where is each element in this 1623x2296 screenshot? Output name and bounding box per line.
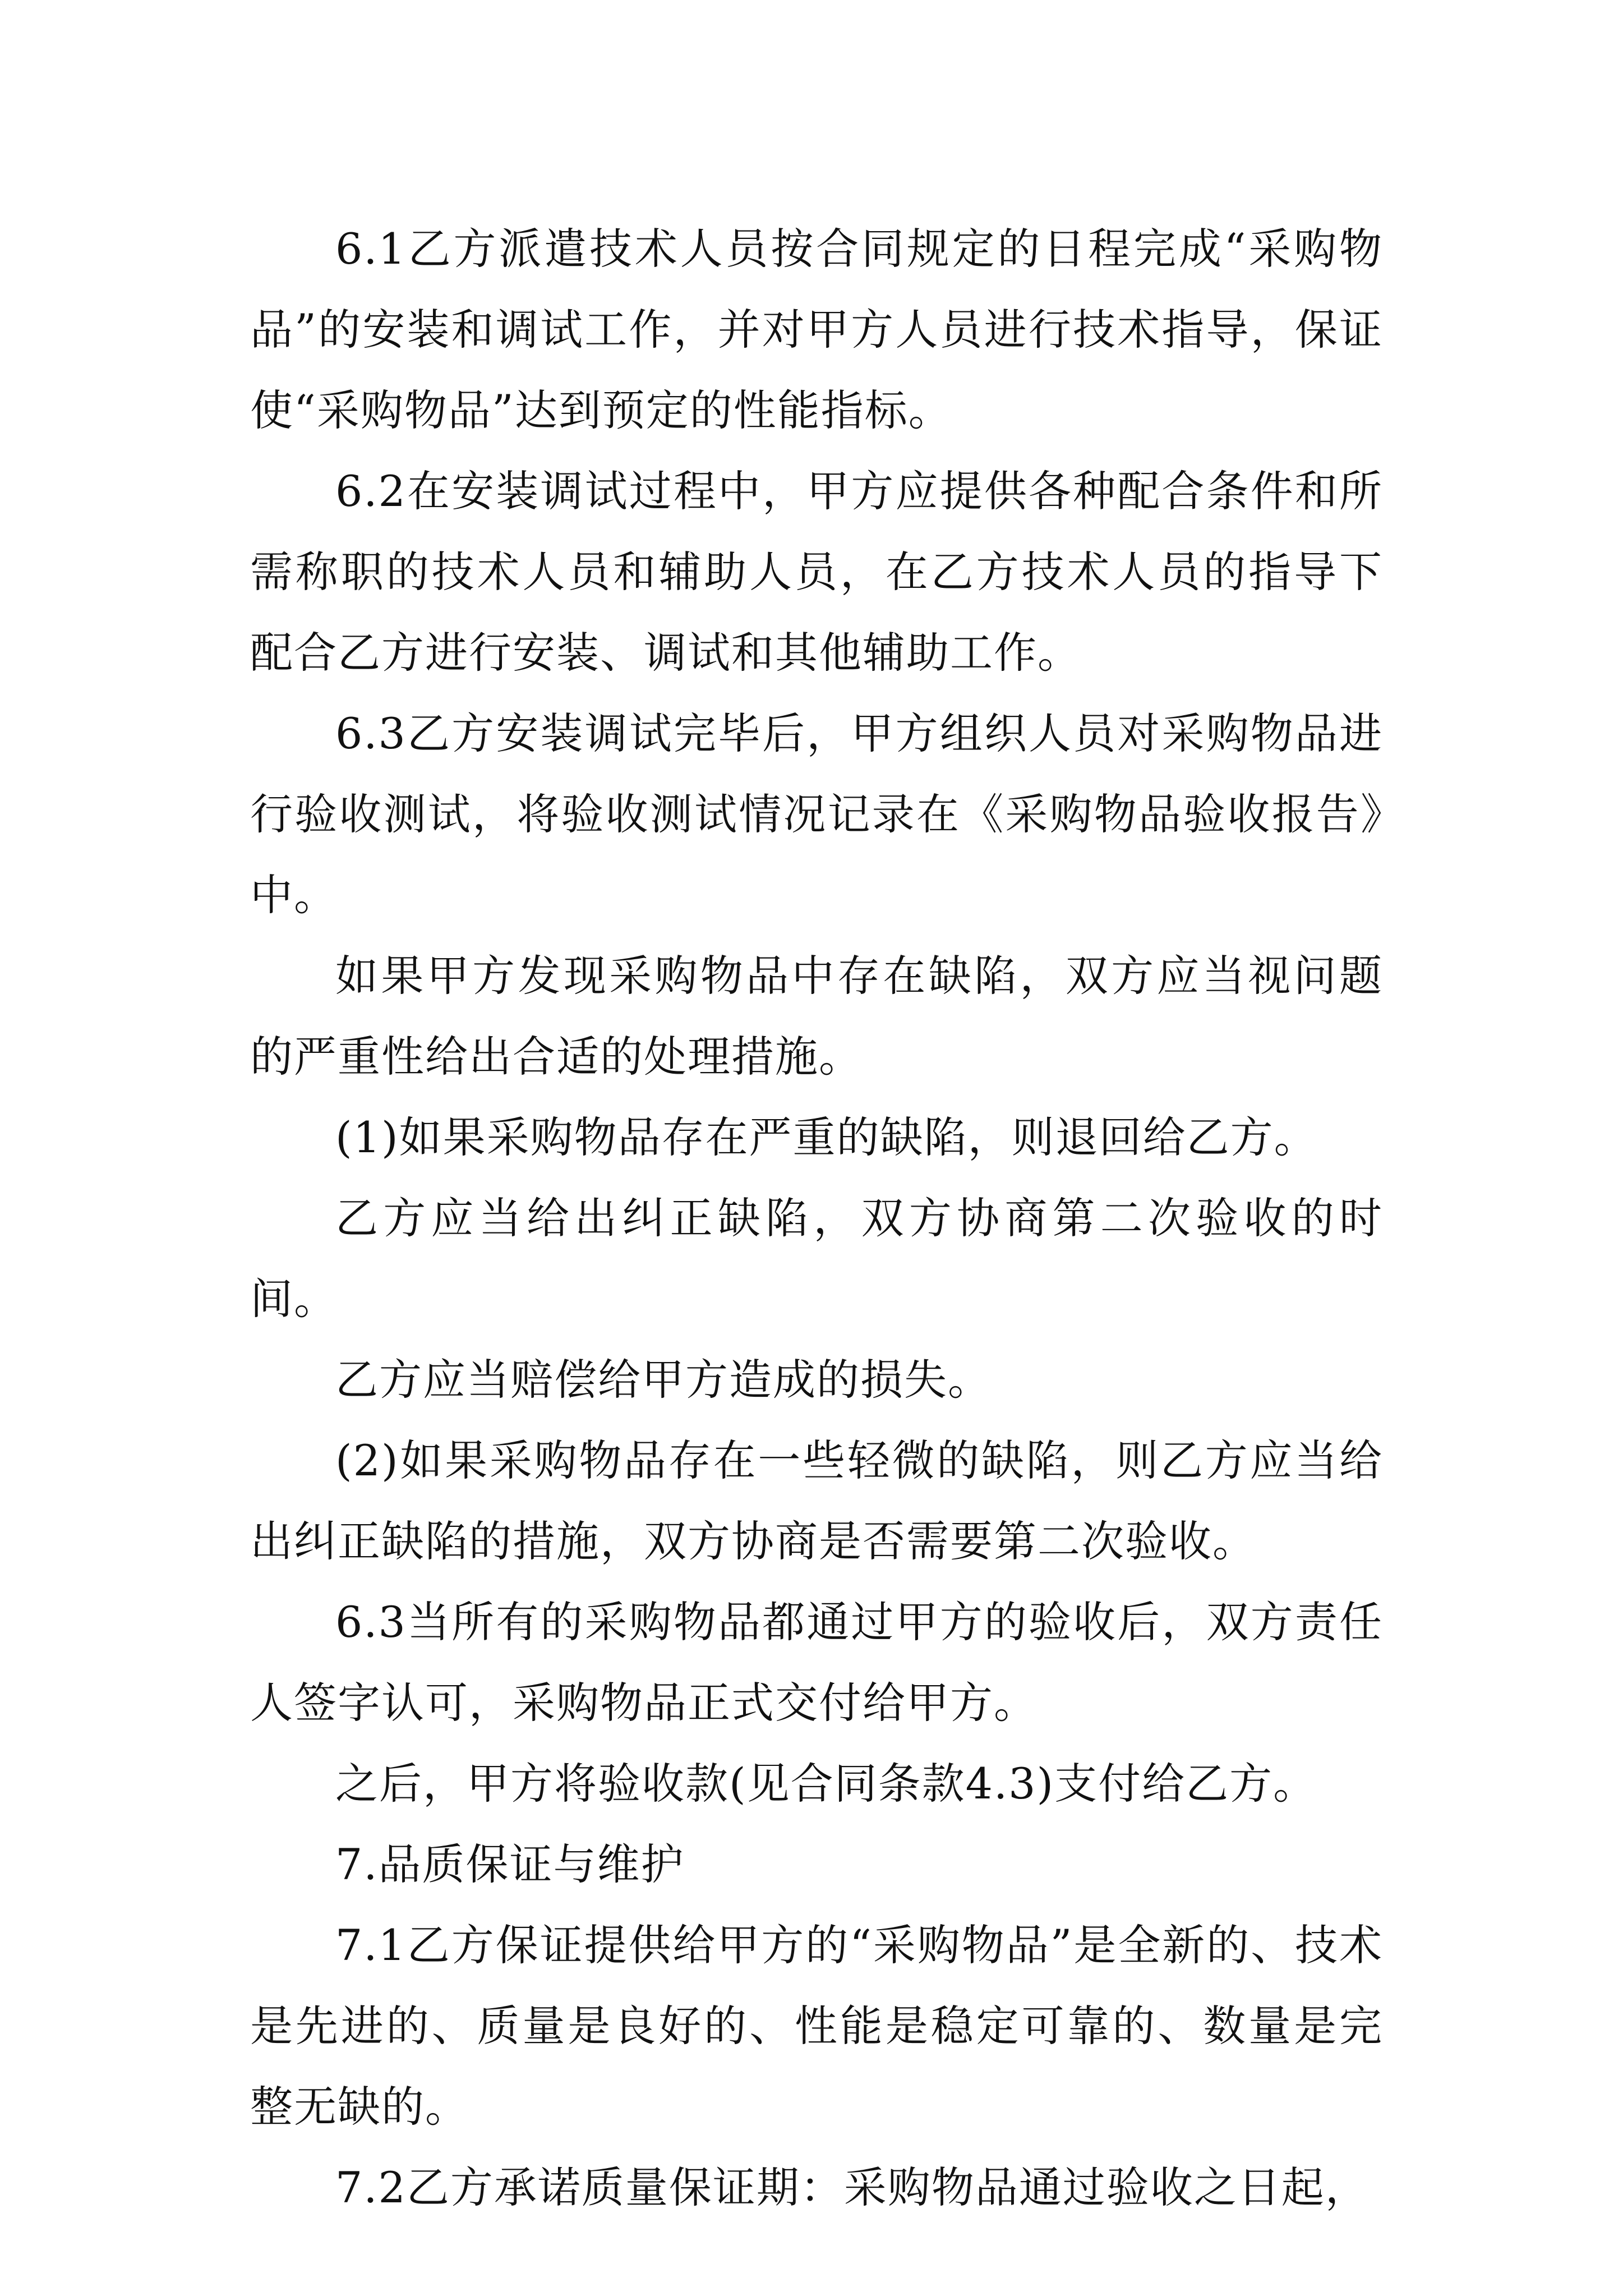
document-body: [250, 209, 1383, 2228]
paragraph-6-3-acceptance-test: 6.3乙方安装调试完毕后，甲方组织人员对采购物品进行验收测试，将验收测试情况记录在《采购物品验收报告》中。: [250, 708, 1383, 920]
paragraph-payment: 之后，甲方将验收款(见合同条款4.3)支付给乙方。: [335, 1759, 1317, 1809]
paragraph-7-2: 7.2乙方承诺质量保证期：采购物品通过验收之日起，: [335, 2162, 1369, 2212]
paragraph-defect-handling: 如果甲方发现采购物品中存在缺陷，双方应当视问题的严重性给出合适的处理措施。: [250, 951, 1383, 1082]
paragraph-minor-defect: (2)如果采购物品存在一些轻微的缺陷，则乙方应当给出纠正缺陷的措施，双方协商是否需要第二次验收。: [250, 1435, 1383, 1566]
paragraph-6-3-delivery: 6.3当所有的采购物品都通过甲方的验收后，双方责任人签字认可，采购物品正式交付给甲方。: [250, 1597, 1383, 1728]
paragraph-compensation: 乙方应当赔偿给甲方造成的损失。: [335, 1355, 992, 1405]
paragraph-6-1: 6.1乙方派遣技术人员按合同规定的日程完成“采购物品”的安装和调试工作，并对甲方人员进行技术指导，保证使“采购物品”达到预定的性能指标。: [250, 224, 1383, 435]
paragraph-7-1: 7.1乙方保证提供给甲方的“采购物品”是全新的、技术是先进的、质量是良好的、性能是稳定可靠的、数量是完整无缺的。: [250, 1920, 1383, 2132]
paragraph-6-2: 6.2在安装调试过程中，甲方应提供各种配合条件和所需称职的技术人员和辅助人员，在乙方技术人员的指导下配合乙方进行安装、调试和其他辅助工作。: [250, 466, 1383, 678]
paragraph-correct-defect: 乙方应当给出纠正缺陷，双方协商第二次验收的时间。: [250, 1193, 1383, 1324]
section-heading-7: 7.品质保证与维护: [335, 1839, 685, 1889]
paragraph-serious-defect: (1)如果采购物品存在严重的缺陷，则退回给乙方。: [335, 1112, 1318, 1162]
